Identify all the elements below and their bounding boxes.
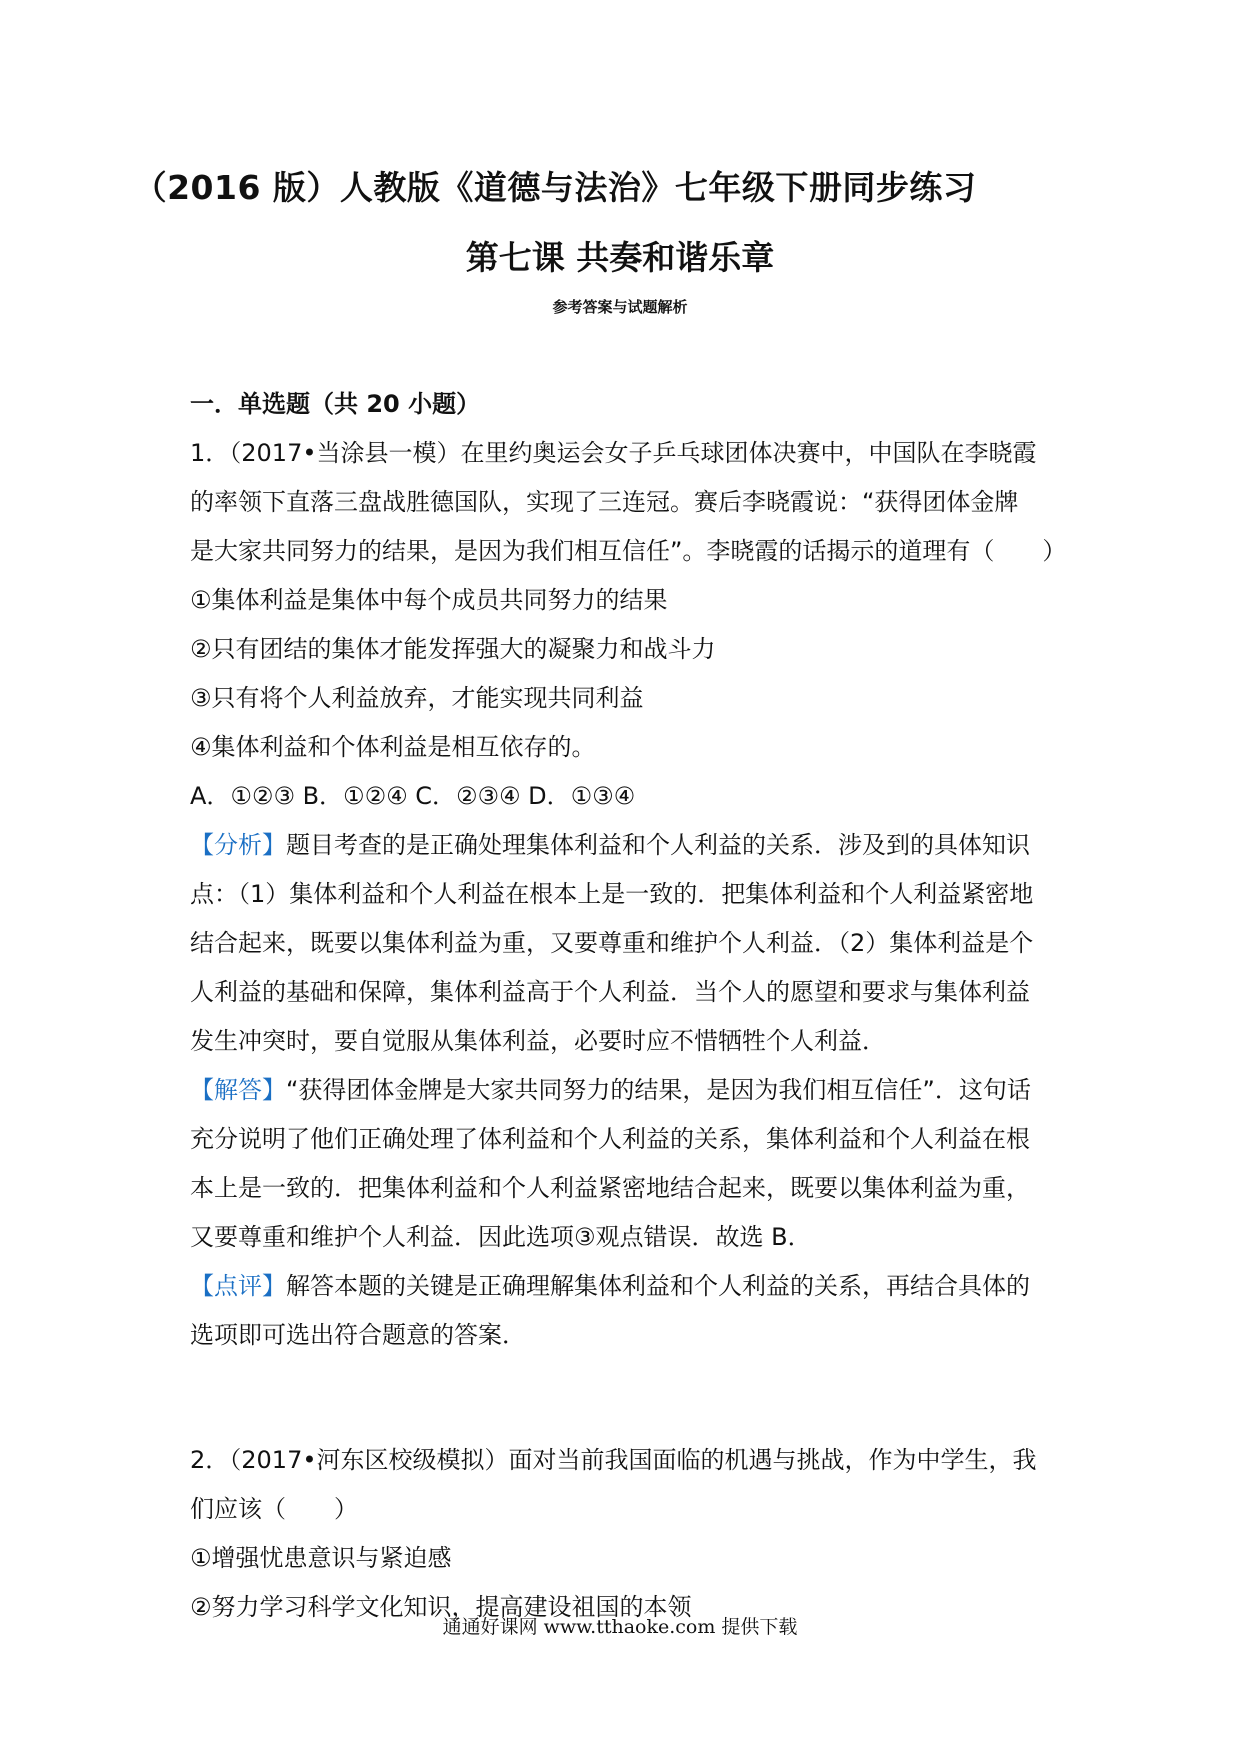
option-line: ①增强忧患意识与紧迫感 <box>190 1544 452 1572</box>
comment-text: 解答本题的关键是正确理解集体利益和个人利益的关系，再结合具体的 <box>286 1272 1030 1300</box>
question-line: 1．（2017•当涂县一模）在里约奥运会女子乒乓球团体决赛中，中国队在李晓霞 <box>190 439 1037 467</box>
section-title: 一．单选题（共 20 小题） <box>190 390 481 418</box>
question-line: 2．（2017•河东区校级模拟）面对当前我国面临的机遇与挑战，作为中学生，我 <box>190 1446 1037 1474</box>
analysis-line: 结合起来，既要以集体利益为重，又要尊重和维护个人利益．（2）集体利益是个 <box>190 929 1034 957</box>
option-line: ②只有团结的集体才能发挥强大的凝聚力和战斗力 <box>190 635 716 663</box>
analysis-line: 人利益的基础和保障，集体利益高于个人利益．当个人的愿望和要求与集体利益 <box>190 978 1030 1006</box>
lesson-title: 第七课 共奏和谐乐章 <box>465 238 775 277</box>
analysis-tag: 【分析】 <box>190 831 286 859</box>
analysis-line: 发生冲突时，要自觉服从集体利益，必要时应不惜牺牲个人利益． <box>190 1027 886 1055</box>
analysis-line <box>190 821 1060 870</box>
answer-tag: 【解答】 <box>190 1076 286 1104</box>
analysis-text: 题目考查的是正确处理集体利益和个人利益的关系．涉及到的具体知识 <box>286 831 1030 859</box>
option-line: ④集体利益和个体利益是相互依存的。 <box>190 733 596 761</box>
question-line: 是大家共同努力的结果，是因为我们相互信任”。李晓霞的话揭示的道理有（ ） <box>190 537 1067 565</box>
choices-line: A．①②③ B．①②④ C．②③④ D．①③④ <box>190 782 636 810</box>
spacer <box>190 1360 1060 1436</box>
document-title: （2016 版）人教版《道德与法治》七年级下册同步练习 <box>133 168 977 207</box>
answer-line: 本上是一致的．把集体利益和个人利益紧密地结合起来，既要以集体利益为重， <box>190 1174 1030 1202</box>
page-footer: 通通好课网 www.tthaoke.com 提供下载 <box>442 1616 798 1638</box>
answer-line: 又要尊重和维护个人利益．因此选项③观点错误．故选 B． <box>190 1223 812 1251</box>
answer-line <box>190 1066 1060 1115</box>
question-line: 们应该（ ） <box>190 1495 358 1523</box>
answer-line: 充分说明了他们正确处理了体利益和个人利益的关系，集体利益和个人利益在根 <box>190 1125 1030 1153</box>
answer-caption: 参考答案与试题解析 <box>552 298 688 316</box>
option-line: ①集体利益是集体中每个成员共同努力的结果 <box>190 586 668 614</box>
comment-line <box>190 1262 1060 1311</box>
question-line: 的率领下直落三盘战胜德国队，实现了三连冠。赛后李晓霞说：“获得团体金牌 <box>190 488 1019 516</box>
question-content <box>190 380 1067 1632</box>
analysis-line: 点：（1）集体利益和个人利益在根本上是一致的．把集体利益和个人利益紧密地 <box>190 880 1034 908</box>
answer-text: “获得团体金牌是大家共同努力的结果，是因为我们相互信任”．这句话 <box>286 1076 1031 1104</box>
comment-tag: 【点评】 <box>190 1272 286 1300</box>
option-line: ②努力学习科学文化知识，提高建设祖国的本领 <box>190 1593 692 1621</box>
option-line: ③只有将个人利益放弃，才能实现共同利益 <box>190 684 644 712</box>
comment-line: 选项即可选出符合题意的答案． <box>190 1321 526 1349</box>
